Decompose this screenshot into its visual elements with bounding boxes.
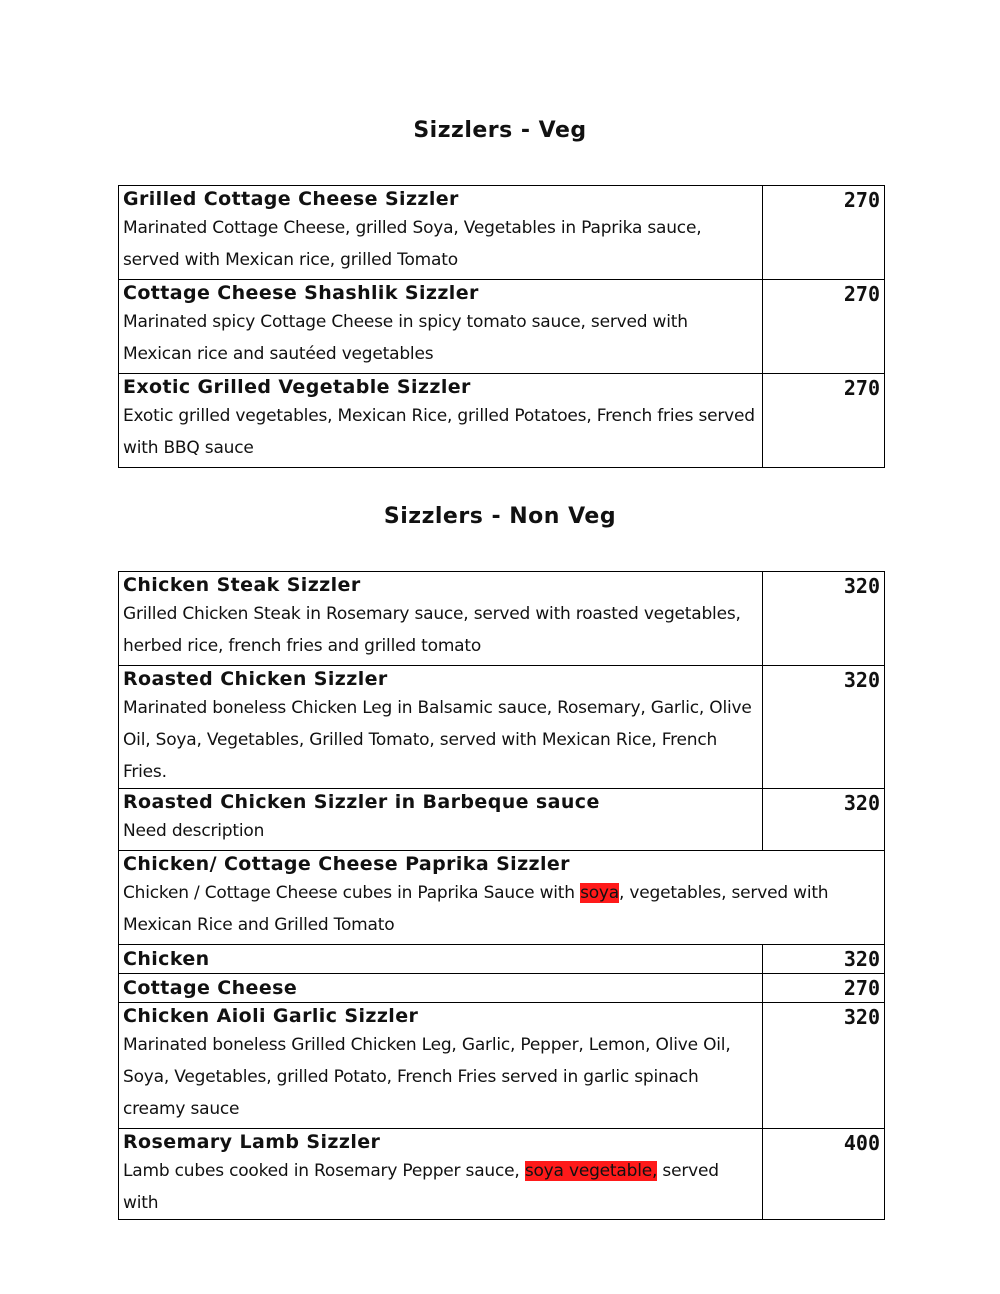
highlighted-text: soya vegetable, [524,1161,658,1181]
veg-section-title: Sizzlers - Veg [413,118,587,143]
menu-item-row [119,789,885,851]
item-description [123,1155,758,1219]
item-cell [119,851,885,945]
item-price: 320 [763,945,885,974]
menu-item-row [119,186,885,280]
menu-item-row [119,666,885,789]
item-description: Need description [123,821,265,841]
item-name: Cottage Cheese Shashlik Sizzler [123,282,479,304]
item-price: 320 [763,1003,885,1129]
variant-name: Cottage Cheese [123,977,298,999]
menu-item-row [119,374,885,468]
menu-variant-row [119,974,885,1003]
item-cell [119,666,763,789]
variant-name: Chicken [123,948,210,970]
item-price: 320 [763,789,885,851]
item-name: Chicken/ Cottage Cheese Paprika Sizzler [123,853,570,875]
item-cell [119,789,763,851]
item-price: 270 [763,974,885,1003]
item-description: Marinated spicy Cottage Cheese in spicy tomato sauce, served with Mexican rice and sautéed vegetables [123,312,688,364]
item-name: Grilled Cottage Cheese Sizzler [123,188,459,210]
item-price: 320 [763,666,885,789]
highlighted-text: soya [580,883,619,903]
desc-text: Lamb cubes cooked in Rosemary Pepper sauce, [123,1161,525,1181]
item-description: Marinated boneless Chicken Leg in Balsamic sauce, Rosemary, Garlic, Olive Oil, Soya, Vegetables, Grilled Tomato, served with Mexican Rice, French Fries. [123,698,752,782]
menu-item-row [119,280,885,374]
item-cell [119,1003,763,1129]
item-cell [119,974,763,1003]
item-description: Marinated Cottage Cheese, grilled Soya, Vegetables in Paprika sauce, served with Mexican rice, grilled Tomato [123,218,702,270]
item-name: Roasted Chicken Sizzler in Barbeque sauce [123,791,600,813]
item-cell [119,280,763,374]
item-description: Exotic grilled vegetables, Mexican Rice, grilled Potatoes, French fries served with BBQ sauce [123,406,755,458]
item-description: Grilled Chicken Steak in Rosemary sauce, served with roasted vegetables, herbed rice, french fries and grilled tomato [123,604,741,656]
menu-item-row [119,1129,885,1220]
item-name: Roasted Chicken Sizzler [123,668,388,690]
desc-text: served with [123,1161,719,1213]
menu-item-row [119,1003,885,1129]
item-description [123,877,880,941]
item-price: 270 [763,186,885,280]
item-cell [119,1129,763,1220]
desc-text: , vegetables, served with Mexican Rice and Grilled Tomato [123,883,829,935]
menu-item-row [119,572,885,666]
item-name: Chicken Steak Sizzler [123,574,361,596]
item-description: Marinated boneless Grilled Chicken Leg, Garlic, Pepper, Lemon, Olive Oil, Soya, Vegetables, grilled Potato, French Fries served in garlic spinach creamy sauce [123,1035,731,1119]
item-name: Rosemary Lamb Sizzler [123,1131,381,1153]
nonveg-menu-table [118,571,885,1220]
item-cell [119,374,763,468]
veg-menu-table [118,185,885,468]
item-price: 270 [763,280,885,374]
item-name: Chicken Aioli Garlic Sizzler [123,1005,419,1027]
item-name: Exotic Grilled Vegetable Sizzler [123,376,471,398]
nonveg-section-title: Sizzlers - Non Veg [383,504,617,529]
menu-item-row [119,851,885,945]
item-cell [119,945,763,974]
item-price: 400 [763,1129,885,1220]
item-cell [119,572,763,666]
item-cell [119,186,763,280]
menu-variant-row [119,945,885,974]
desc-text: Chicken / Cottage Cheese cubes in Paprika Sauce with [123,883,581,903]
item-price: 270 [763,374,885,468]
item-price: 320 [763,572,885,666]
